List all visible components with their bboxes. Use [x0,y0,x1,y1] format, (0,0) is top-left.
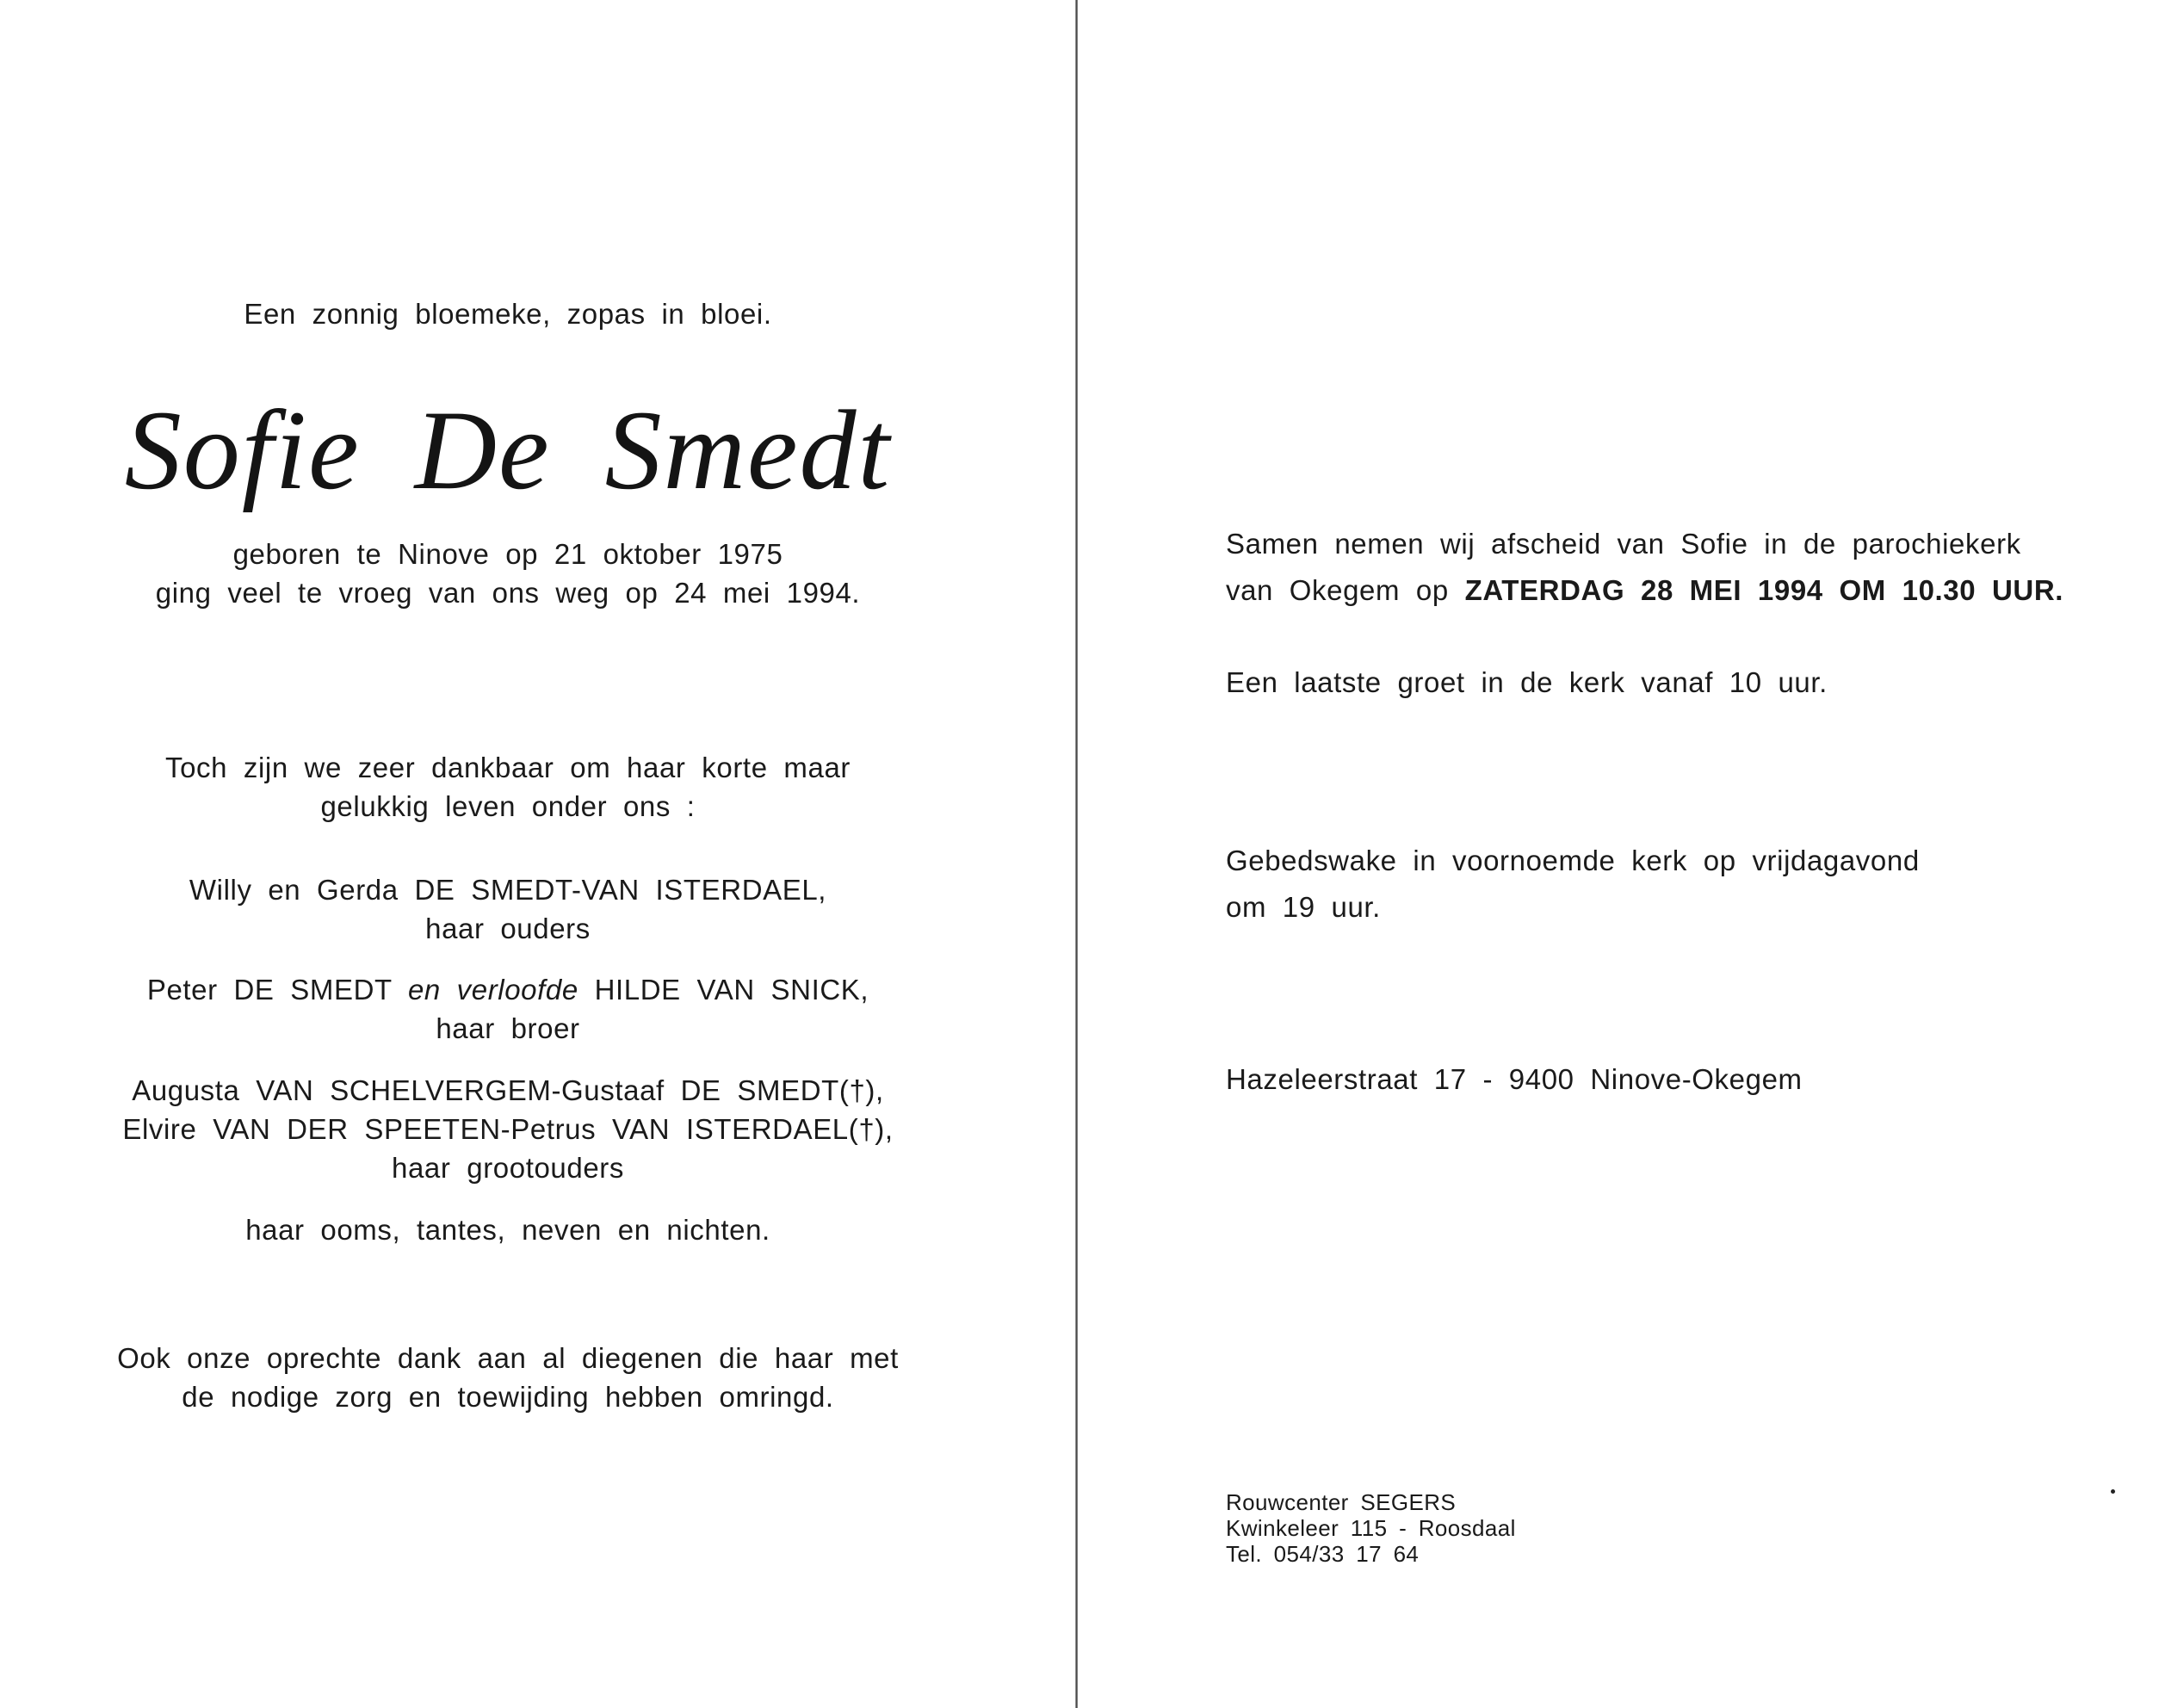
funeral-date-time: ZATERDAG 28 MEI 1994 OM 10.30 UUR. [1464,574,2064,606]
deceased-name: Sofie De Smedt [124,387,892,513]
farewell-prefix: van Okegem op [1226,574,1449,606]
brother-name: Peter DE SMEDT [146,974,393,1006]
fiancee-name: HILDE VAN SNICK, [594,974,869,1006]
gratitude-line-2: gelukkig leven onder ons : [320,790,696,822]
home-address: Hazeleerstraat 17 - 9400 Ninove-Okegem [1226,1063,1803,1095]
card-fold-line [1075,0,1078,1708]
grandparents-role: haar grootouders [392,1152,624,1184]
undertaker-name: Rouwcenter SEGERS [1226,1489,1457,1515]
death-line: ging veel te vroeg van ons weg op 24 mei 1994. [155,577,861,609]
farewell-line-2 [1226,573,2063,608]
thanks-line-2: de nodige zorg en toewijding hebben omringd. [182,1381,834,1413]
thanks-line-1: Ook onze oprechte dank aan al diegenen die haar met [117,1342,899,1374]
grandparents-line-1: Augusta VAN SCHELVERGEM-Gustaaf DE SMEDT(†), [132,1074,884,1106]
right-page [1081,0,2159,1708]
gratitude-line-1: Toch zijn we zeer dankbaar om haar korte maar [165,752,851,783]
print-speck [2111,1489,2115,1494]
undertaker-phone: Tel. 054/33 17 64 [1226,1541,1420,1567]
relatives-line: haar ooms, tantes, neven en nichten. [245,1214,770,1246]
birth-line: geboren te Ninove op 21 oktober 1975 [232,538,783,570]
grandparents-line-2: Elvire VAN DER SPEETEN-Petrus VAN ISTERDAEL(†), [122,1113,894,1145]
parents-role: haar ouders [425,913,591,944]
vigil-line-1: Gebedswake in voornoemde kerk op vrijdagavond [1226,845,1920,876]
brother-role: haar broer [436,1012,580,1044]
brother-line [0,973,1016,1007]
vigil-line-2: om 19 uur. [1226,891,1381,923]
undertaker-street: Kwinkeleer 115 - Roosdaal [1226,1515,1516,1541]
parents-names: Willy en Gerda DE SMEDT-VAN ISTERDAEL, [189,874,827,906]
brother-connector: en verloofde [407,974,578,1006]
farewell-line-1: Samen nemen wij afscheid van Sofie in de parochiekerk [1226,528,2021,560]
last-greeting-line: Een laatste groet in de kerk vanaf 10 uur. [1226,666,1828,698]
motto: Een zonnig bloemeke, zopas in bloei. [244,298,772,330]
left-page [0,0,1076,1708]
